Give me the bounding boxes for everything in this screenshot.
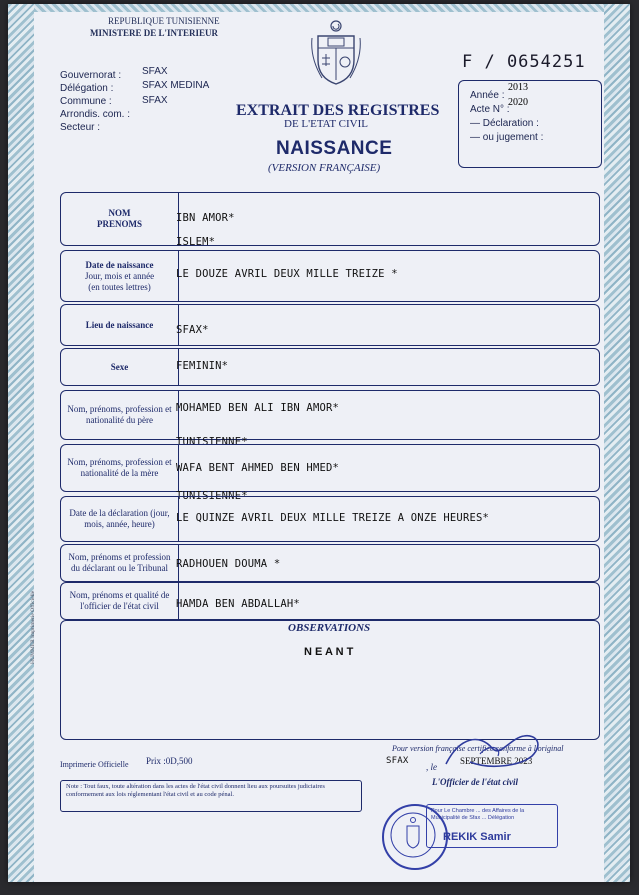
- gouvernorat-label: Gouvernorat :: [60, 70, 122, 81]
- right-guilloche-border: [604, 4, 630, 882]
- left-guilloche-border: [8, 4, 34, 882]
- prenoms-value: ISLEM*: [176, 236, 216, 248]
- declarant-value: RADHOUEN DOUMA *: [176, 558, 281, 570]
- certification-text: Pour version française certifiée conforme à l'original: [392, 744, 564, 753]
- imprimerie-label: Imprimerie Officielle: [60, 760, 129, 769]
- issue-date: SEPTEMBRE 2023: [460, 756, 533, 766]
- coat-of-arms-icon: [310, 18, 362, 88]
- sexe-value: FEMININ*: [176, 360, 229, 372]
- birth-certificate-sheet: [8, 4, 630, 882]
- side-printer-text: HUMMER Imprimerie Officielle: [30, 590, 36, 664]
- arrondissement-label: Arrondis. com. :: [60, 109, 131, 120]
- dob-value: LE DOUZE AVRIL DEUX MILLE TREIZE *: [176, 268, 398, 280]
- top-guilloche-border: [34, 4, 604, 12]
- republic-label: REPUBLIQUE TUNISIENNE: [108, 16, 220, 26]
- row-officier: [60, 582, 600, 620]
- row-declarant: [60, 544, 600, 582]
- declaration-date-value: LE QUINZE AVRIL DEUX MILLE TREIZE A ONZE HEURES*: [176, 512, 490, 524]
- nom-label: NOM: [108, 208, 131, 218]
- row-pere: [60, 390, 600, 440]
- pere-nationalite: TUNISIENNE*: [176, 436, 248, 448]
- commune-label: Commune :: [60, 96, 112, 107]
- commune-value: SFAX: [142, 95, 168, 106]
- row-sexe: [60, 348, 600, 386]
- officier-value: HAMDA BEN ABDALLAH*: [176, 598, 300, 610]
- jugement-label: — ou jugement :: [470, 132, 544, 143]
- nom-value: IBN AMOR*: [176, 212, 235, 224]
- mere-value: WAFA BENT AHMED BEN HMED*: [176, 462, 340, 474]
- extrait-title: EXTRAIT DES REGISTRES: [236, 102, 440, 119]
- acte-value: 2020: [508, 97, 528, 108]
- dob-label-1: Date de naissance: [85, 259, 154, 270]
- officier-title: L'Officier de l'état civil: [432, 777, 519, 787]
- annee-label: Année :: [470, 90, 505, 101]
- stamp-officer-name: REKIK Samir: [443, 831, 511, 843]
- delegation-value: SFAX MEDINA: [142, 80, 210, 91]
- pere-value: MOHAMED BEN ALI IBN AMOR*: [176, 402, 340, 414]
- date-prefix: , le: [426, 762, 437, 772]
- pere-label: Nom, prénoms, profession et nationalité du père: [61, 391, 179, 439]
- rectangular-official-stamp: [426, 804, 558, 848]
- legal-note: Note : Tout faux, toute altération dans les actes de l'état civil donnent lieu aux poursuites judiciaires conformement aux lois réglementant l'état civil et au code pénal.: [66, 783, 325, 798]
- stamp-text: Pour Le Chambre ... des Affaires de la Municipalité de Sfax ... Délégation: [431, 808, 525, 821]
- delegation-label: Délégation :: [60, 83, 114, 94]
- row-lieu-naissance: [60, 304, 600, 346]
- ministry-label: MINISTERE DE L'INTERIEUR: [90, 28, 219, 38]
- row-nom-prenoms: [60, 192, 600, 246]
- declarant-label: Nom, prénoms et profession du déclarant ou le Tribunal: [61, 545, 179, 581]
- serial-number: F / 0654251: [462, 52, 586, 72]
- signature-icon: [440, 726, 550, 776]
- naissance-title: NAISSANCE: [276, 138, 393, 159]
- declaration-label: — Déclaration :: [470, 118, 539, 129]
- officier-label: Nom, prénoms et qualité de l'officier de l'état civil: [61, 583, 179, 619]
- etat-civil-subtitle: DE L'ETAT CIVIL: [284, 118, 368, 130]
- declaration-date-label: Date de la déclaration (jour, mois, année, heure): [61, 497, 179, 541]
- sexe-label: Sexe: [61, 349, 179, 385]
- annee-value: 2013: [508, 82, 528, 93]
- dob-label-2: Jour, mois et année: [84, 270, 155, 281]
- observations-box: [60, 620, 600, 740]
- acte-label: Acte N° :: [470, 104, 510, 115]
- observations-title: OBSERVATIONS: [288, 622, 371, 634]
- version-subtitle: (VERSION FRANÇAISE): [268, 162, 381, 174]
- lieu-value: SFAX*: [176, 324, 209, 336]
- prix-label: Prix :0D,500: [146, 756, 193, 766]
- mere-label: Nom, prénoms, profession et nationalité de la mère: [61, 445, 179, 491]
- place-value: SFAX: [386, 756, 409, 766]
- gouvernorat-value: SFAX: [142, 66, 168, 77]
- observations-value: N E A N T: [304, 646, 354, 658]
- secteur-label: Secteur :: [60, 122, 101, 133]
- prenoms-label: PRENOMS: [97, 219, 142, 229]
- lieu-label: Lieu de naissance: [61, 305, 179, 345]
- mere-nationalite: TUNISIENNE*: [176, 490, 248, 502]
- dob-label-3: (en toutes lettres): [88, 281, 151, 292]
